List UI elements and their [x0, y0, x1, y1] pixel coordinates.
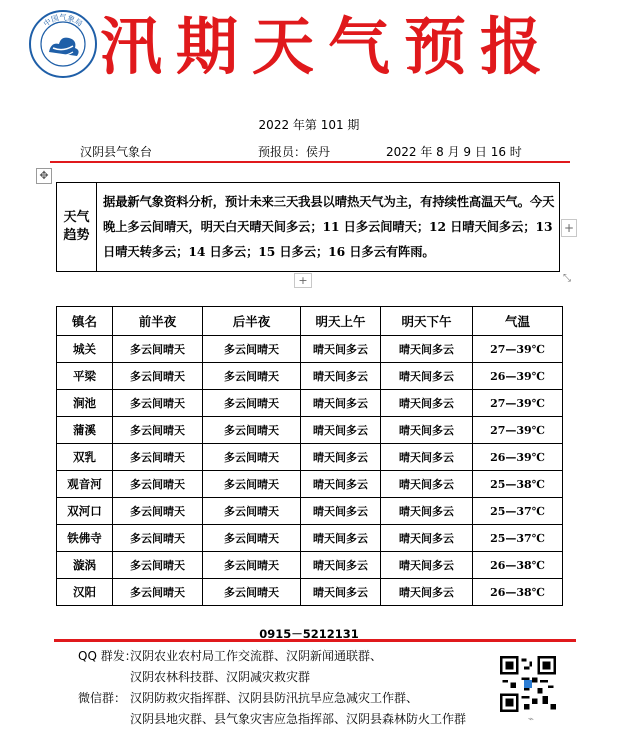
logo-text: 中国气象局 [41, 13, 85, 29]
qq-groups-line1: 汉阴农业农村局工作交流群、汉阴新闻通联群、 [130, 649, 383, 663]
town-name: 双河口 [57, 498, 113, 525]
forecast-cell: 多云间晴天 [203, 444, 301, 471]
issue-datetime: 2022 年 8 月 9 日 16 时 [386, 145, 522, 159]
table-resize-icon[interactable]: ⤡ [563, 273, 571, 284]
trend-description: 据最新气象资料分析，预计未来三天我县以晴热天气为主，有持续性高温天气。今天晚上多云间晴天，明天白天晴天间多云；11 日多云间晴天；12 日晴天间多云；13 日晴天转多云；14 日多云；15 日多云；16 日多云有阵雨。 [103, 194, 555, 259]
header-divider [50, 161, 570, 163]
forecast-cell: 晴天间多云 [381, 336, 473, 363]
temperature-cell: 25—37℃ [473, 525, 563, 552]
temperature-cell: 26—39℃ [473, 363, 563, 390]
table-row [57, 471, 563, 498]
temperature-cell: 25—37℃ [473, 498, 563, 525]
col-header-temperature: 气温 [473, 307, 563, 336]
forecast-cell: 晴天间多云 [301, 363, 381, 390]
col-header-town: 镇名 [57, 307, 113, 336]
qq-groups-line2: 汉阴农林科技群、汉阴减灾救灾群 [130, 670, 311, 684]
col-header-tomorrow-afternoon: 明天下午 [381, 307, 473, 336]
forecast-cell: 多云间晴天 [113, 336, 203, 363]
forecast-cell: 晴天间多云 [381, 552, 473, 579]
forecast-cell: 多云间晴天 [203, 417, 301, 444]
forecast-cell: 多云间晴天 [113, 363, 203, 390]
forecast-cell: 晴天间多云 [301, 552, 381, 579]
town-name: 涧池 [57, 390, 113, 417]
forecast-cell: 晴天间多云 [301, 444, 381, 471]
temperature-cell: 27—39℃ [473, 390, 563, 417]
wechat-groups-line2: 汉阴县地灾群、县气象灾害应急指挥部、汉阴县森林防火工作群 [130, 712, 467, 726]
forecast-cell: 晴天间多云 [301, 498, 381, 525]
add-row-icon[interactable]: + [294, 273, 312, 288]
forecast-cell: 晴天间多云 [301, 471, 381, 498]
col-header-second-half-night: 后半夜 [203, 307, 301, 336]
forecast-cell: 晴天间多云 [381, 444, 473, 471]
forecast-cell: 多云间晴天 [203, 552, 301, 579]
forecast-cell: 多云间晴天 [203, 579, 301, 606]
temperature-cell: 26—38℃ [473, 579, 563, 606]
town-name: 观音河 [57, 471, 113, 498]
qr-code-icon [500, 656, 556, 712]
wechat-groups-line1: 汉阴防救灾指挥群、汉阴县防汛抗旱应急减灾工作群、 [130, 691, 419, 705]
table-row [57, 525, 563, 552]
forecast-cell: 多云间晴天 [113, 498, 203, 525]
temperature-cell: 27—39℃ [473, 336, 563, 363]
trend-label [57, 183, 97, 271]
table-move-handle-icon[interactable]: ✥ [36, 168, 52, 184]
town-name: 漩涡 [57, 552, 113, 579]
wechat-label: 微信群： [78, 691, 127, 705]
forecast-cell: 晴天间多云 [381, 471, 473, 498]
town-name: 蒲溪 [57, 417, 113, 444]
forecast-cell: 晴天间多云 [301, 579, 381, 606]
forecast-cell: 多云间晴天 [203, 498, 301, 525]
table-row [57, 363, 563, 390]
forecast-cell: 多云间晴天 [113, 390, 203, 417]
forecast-cell: 多云间晴天 [113, 444, 203, 471]
forecast-cell: 多云间晴天 [203, 390, 301, 417]
table-row [57, 498, 563, 525]
town-name: 双乳 [57, 444, 113, 471]
forecast-cell: 多云间晴天 [113, 525, 203, 552]
forecast-cell: 晴天间多云 [301, 336, 381, 363]
station-name: 汉阴县气象台 [80, 145, 153, 159]
temperature-cell: 25—38℃ [473, 471, 563, 498]
forecast-cell: 多云间晴天 [113, 552, 203, 579]
table-row [57, 336, 563, 363]
table-row [57, 444, 563, 471]
forecast-cell: 多云间晴天 [203, 363, 301, 390]
town-name: 平梁 [57, 363, 113, 390]
contact-phone: 0915－5212131 [259, 627, 359, 641]
table-header-row [57, 307, 563, 336]
table-row [57, 390, 563, 417]
town-name: 铁佛寺 [57, 525, 113, 552]
town-name: 汉阳 [57, 579, 113, 606]
forecast-cell: 多云间晴天 [203, 471, 301, 498]
footer-divider [54, 639, 576, 642]
temperature-cell: 26—38℃ [473, 552, 563, 579]
forecast-cell: 多云间晴天 [203, 336, 301, 363]
table-row [57, 579, 563, 606]
forecast-table [56, 306, 563, 606]
report-title: 汛期天气预报 [100, 10, 557, 83]
weather-trend-box [56, 182, 560, 272]
forecast-cell: 晴天间多云 [381, 525, 473, 552]
forecast-cell: 晴天间多云 [381, 363, 473, 390]
qq-label: QQ 群发： [78, 649, 137, 663]
col-header-first-half-night: 前半夜 [113, 307, 203, 336]
watermark-text: ⌁ [528, 714, 535, 725]
forecast-cell: 晴天间多云 [301, 417, 381, 444]
forecast-cell: 晴天间多云 [301, 525, 381, 552]
forecast-cell: 多云间晴天 [203, 525, 301, 552]
forecast-cell: 多云间晴天 [113, 417, 203, 444]
add-column-icon[interactable]: + [561, 219, 577, 237]
forecast-cell: 晴天间多云 [381, 417, 473, 444]
town-name: 城关 [57, 336, 113, 363]
temperature-cell: 27—39℃ [473, 417, 563, 444]
forecast-cell: 晴天间多云 [301, 390, 381, 417]
issue-number: 2022 年第 101 期 [258, 118, 360, 132]
temperature-cell: 26—39℃ [473, 444, 563, 471]
forecast-cell: 晴天间多云 [381, 498, 473, 525]
trend-label-line2: 趋势 [63, 228, 90, 243]
table-row [57, 417, 563, 444]
forecast-cell: 多云间晴天 [113, 471, 203, 498]
trend-label-line1: 天气 [63, 210, 90, 225]
forecaster-name: 预报员：侯丹 [258, 145, 331, 159]
forecast-cell: 多云间晴天 [113, 579, 203, 606]
forecast-cell: 晴天间多云 [381, 390, 473, 417]
forecast-cell: 晴天间多云 [381, 579, 473, 606]
table-row [57, 552, 563, 579]
cma-logo-icon [27, 8, 99, 80]
col-header-tomorrow-morning: 明天上午 [301, 307, 381, 336]
